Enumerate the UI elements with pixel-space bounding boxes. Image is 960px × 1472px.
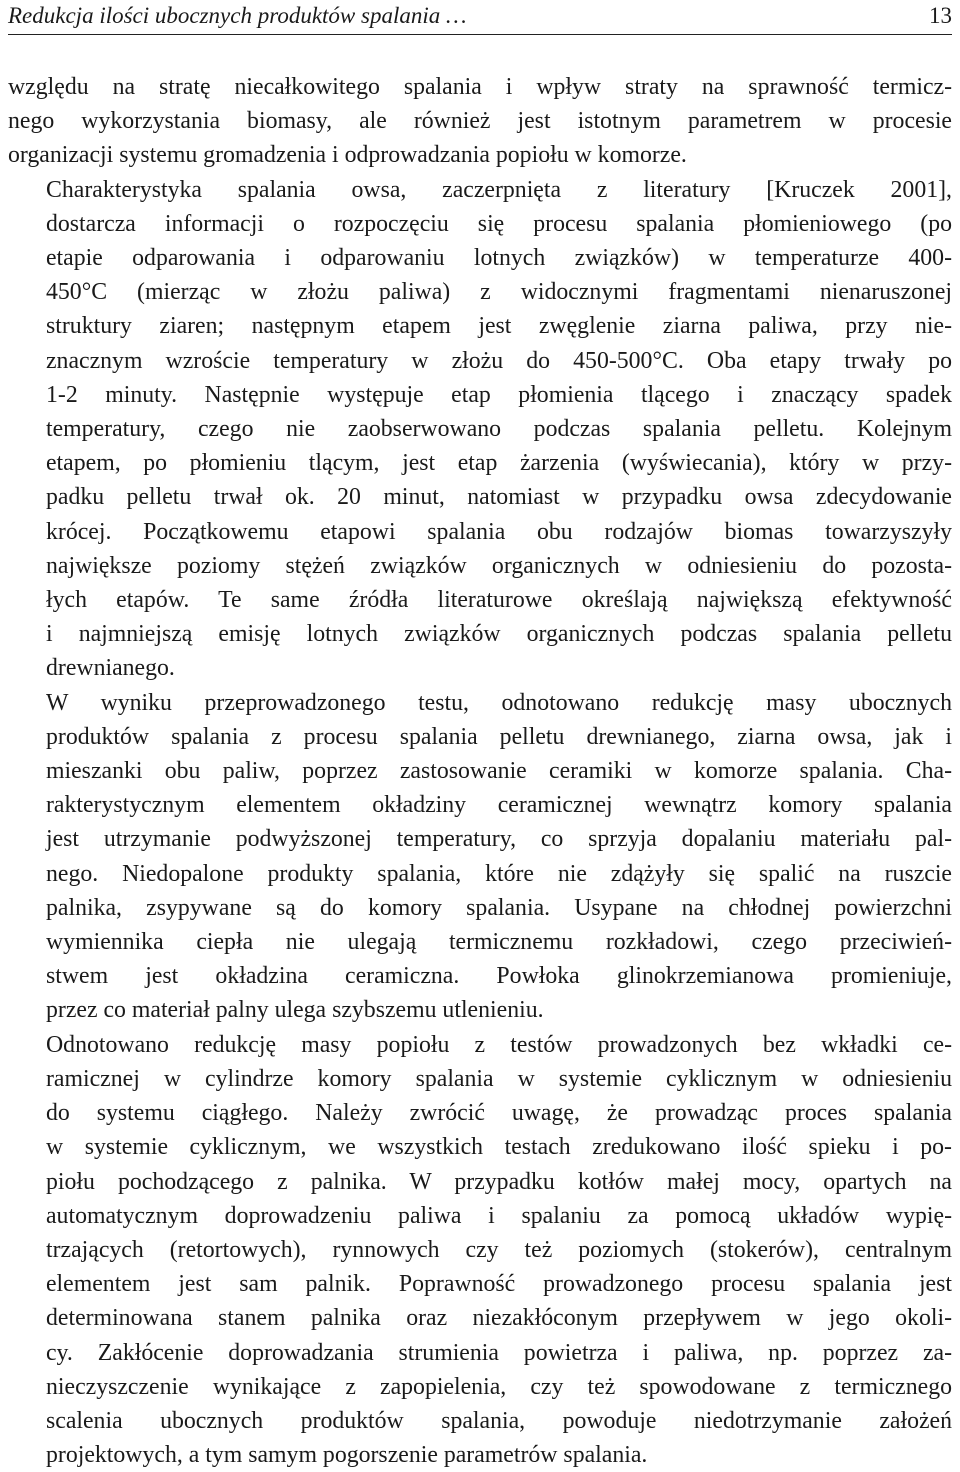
text-line: największe poziomy stężeń związków organicznych w odniesieniu do pozosta- (46, 552, 952, 579)
text-line: Odnotowano redukcję masy popiołu z testów prowadzonych bez wkładki ce- (46, 1031, 952, 1058)
text-line: struktury ziaren; następnym etapem jest zwęglenie ziarna paliwa, przy nie- (46, 313, 952, 340)
text-line: Charakterystyka spalania owsa, zaczerpnięta z literatury [Kruczek 2001], (46, 176, 952, 203)
body-text (8, 70, 952, 1472)
text-line: nieczyszczenie wynikające z zapopielenia, czy też spowodowane z termicznego (46, 1373, 952, 1400)
text-line: stwem jest okładzina ceramiczna. Powłoka glinokrzemianowa promieniuje, (46, 963, 952, 990)
text-line: ramicznej w cylindrze komory spalania w systemie cyklicznym w odniesieniu (46, 1065, 952, 1092)
text-line: scalenia ubocznych produktów spalania, powoduje niedotrzymanie założeń (46, 1407, 952, 1434)
text-line: 1-2 minuty. Następnie występuje etap płomienia tlącego i znaczący spadek (46, 381, 952, 408)
text-line: nego wykorzystania biomasy, ale również jest istotnym parametrem w procesie (8, 108, 952, 135)
text-line: do systemu ciągłego. Należy zwrócić uwagę, że prowadząc proces spalania (46, 1100, 952, 1127)
text-line: palnika, zsypywane są do komory spalania. Usypane na chłodnej powierzchni (46, 894, 952, 921)
text-line: 450°C (mierząc w złożu paliwa) z widocznymi fragmentami nienaruszonej (46, 279, 952, 306)
text-line: elementem jest sam palnik. Poprawność prowadzonego procesu spalania jest (46, 1271, 952, 1298)
text-line: znacznym wzroście temperatury w złożu do 450-500°C. Oba etapy trwały po (46, 347, 952, 374)
text-line: trzających (retortowych), rynnowych czy też poziomych (stokerów), centralnym (46, 1236, 952, 1263)
text-line: automatycznym doprowadzeniu paliwa i spalaniu za pomocą układów wypię- (46, 1202, 952, 1229)
text-line: organizacji systemu gromadzenia i odprowadzania popiołu w komorze. (8, 142, 687, 169)
text-line: łych etapów. Te same źródła literaturowe określają największą efektywność (46, 587, 952, 614)
text-line: etapie odparowania i odparowaniu lotnych związków) w temperaturze 400- (46, 245, 952, 272)
text-line: determinowana stanem palnika oraz niezakłóconym przepływem w jego okoli- (46, 1305, 952, 1332)
text-line: projektowych, a tym samym pogorszenie parametrów spalania. (46, 1442, 648, 1469)
running-header-title: Redukcja ilości ubocznych produktów spalania … (8, 3, 467, 28)
text-line: mieszanki obu paliw, poprzez zastosowanie ceramiki w komorze spalania. Cha- (46, 758, 952, 785)
paragraph (8, 686, 952, 1028)
running-header (8, 2, 952, 35)
text-line: krócej. Początkowemu etapowi spalania obu rodzajów biomas towarzyszyły (46, 518, 952, 545)
text-line: wymiennika ciepła nie ulegają termicznemu rozkładowi, czego przeciwień- (46, 929, 952, 956)
text-line: jest utrzymanie podwyższonej temperatury, co sprzyja dopalaniu materiału pal- (46, 826, 952, 853)
page-number: 13 (929, 3, 952, 28)
paragraph (8, 1028, 952, 1472)
text-line: dostarcza informacji o rozpoczęciu się procesu spalania płomieniowego (po (46, 210, 952, 237)
text-line: drewnianego. (46, 655, 175, 682)
text-line: rakterystycznym elementem okładziny ceramicznej wewnątrz komory spalania (46, 792, 952, 819)
text-line: produktów spalania z procesu spalania pelletu drewnianego, ziarna owsa, jak i (46, 723, 952, 750)
text-line: W wyniku przeprowadzonego testu, odnotowano redukcję masy ubocznych (46, 689, 952, 716)
text-line: przez co materiał palny ulega szybszemu utlenieniu. (46, 997, 544, 1024)
text-line: padku pelletu trwał ok. 20 minut, natomiast w przypadku owsa zdecydowanie (46, 484, 952, 511)
paragraph (8, 70, 952, 173)
text-line: cy. Zakłócenie doprowadzania strumienia powietrza i paliwa, np. poprzez za- (46, 1339, 952, 1366)
text-line: piołu pochodzącego z palnika. W przypadku kotłów małej mocy, opartych na (46, 1168, 952, 1195)
text-line: względu na stratę niecałkowitego spalania i wpływ straty na sprawność termicz- (8, 74, 952, 100)
text-line: temperatury, czego nie zaobserwowano podczas spalania pelletu. Kolejnym (46, 416, 952, 443)
paragraph (8, 173, 952, 686)
text-line: nego. Niedopalone produkty spalania, które nie zdążyły się spalić na ruszcie (46, 860, 952, 887)
text-line: i najmniejszą emisję lotnych związków organicznych podczas spalania pelletu (46, 621, 952, 648)
text-line: w systemie cyklicznym, we wszystkich testach zredukowano ilość spieku i po- (46, 1134, 952, 1161)
text-line: etapem, po płomieniu tlącym, jest etap żarzenia (wyświecania), który w przy- (46, 450, 952, 477)
